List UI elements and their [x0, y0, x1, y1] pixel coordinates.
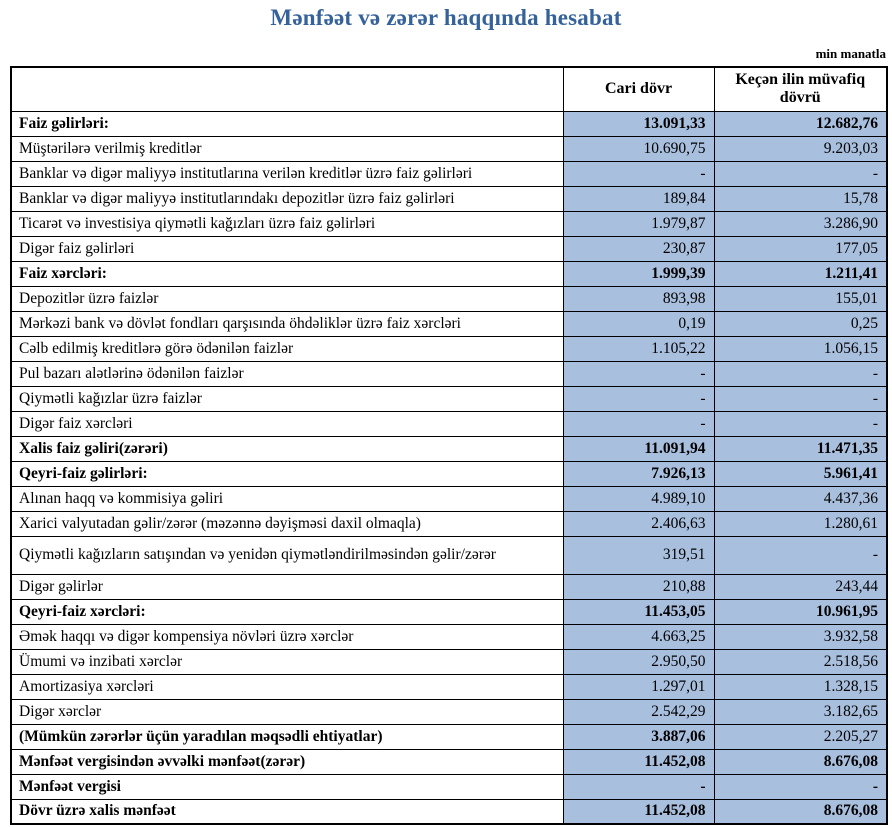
row-label: Mərkəzi bank və dövlət fondları qarşısında öhdəliklər üzrə faiz xərcləri: [11, 311, 563, 336]
table-row: [11, 286, 887, 311]
row-label: Digər gəlirlər: [11, 574, 563, 599]
table-row: [11, 136, 887, 161]
table-row: [11, 436, 887, 461]
current-period-value: -: [563, 411, 714, 436]
current-period-value: 0,19: [563, 311, 714, 336]
row-label: Mənfəət vergisi: [11, 774, 563, 799]
row-label: Qiymətli kağızlar üzrə faizlər: [11, 386, 563, 411]
table-row: [11, 311, 887, 336]
row-label: Cəlb edilmiş kreditlərə görə ödənilən faizlər: [11, 336, 563, 361]
table-row: [11, 411, 887, 436]
current-period-value: 230,87: [563, 236, 714, 261]
previous-period-value: 11.471,35: [714, 436, 887, 461]
current-period-value: -: [563, 774, 714, 799]
header-label-column: [11, 67, 563, 111]
table-row: [11, 236, 887, 261]
table-header: [11, 67, 887, 111]
row-label: Ticarət və investisiya qiymətli kağızları üzrə faiz gəlirləri: [11, 211, 563, 236]
current-period-value: 319,51: [563, 536, 714, 574]
previous-period-value: 177,05: [714, 236, 887, 261]
row-label: Ümumi və inzibati xərclər: [11, 649, 563, 674]
current-period-value: 11.452,08: [563, 799, 714, 824]
table-row: [11, 649, 887, 674]
table-row: [11, 536, 887, 574]
row-label: Xarici valyutadan gəlir/zərər (məzənnə dəyişməsi daxil olmaqla): [11, 511, 563, 536]
row-label: Digər faiz gəlirləri: [11, 236, 563, 261]
previous-period-value: 8.676,08: [714, 799, 887, 824]
current-period-value: 11.452,08: [563, 749, 714, 774]
header-current-period: Cari dövr: [563, 67, 714, 111]
table-row: [11, 361, 887, 386]
previous-period-value: 2.518,56: [714, 649, 887, 674]
row-label: Faiz gəlirləri:: [11, 111, 563, 136]
row-label: Banklar və digər maliyyə institutlarına verilən kreditlər üzrə faiz gəlirləri: [11, 161, 563, 186]
row-label: Digər xərclər: [11, 699, 563, 724]
header-previous-period: Keçən ilin müvafiq dövrü: [714, 67, 887, 111]
row-label: Pul bazarı alətlərinə ödənilən faizlər: [11, 361, 563, 386]
previous-period-value: 3.932,58: [714, 624, 887, 649]
table-row: [11, 574, 887, 599]
table-row: [11, 186, 887, 211]
current-period-value: 210,88: [563, 574, 714, 599]
previous-period-value: 5.961,41: [714, 461, 887, 486]
previous-period-value: 155,01: [714, 286, 887, 311]
row-label: Digər faiz xərcləri: [11, 411, 563, 436]
current-period-value: -: [563, 361, 714, 386]
current-period-value: 1.297,01: [563, 674, 714, 699]
page-title: Mənfəət və zərər haqqında hesabat: [270, 5, 622, 30]
table-row: [11, 386, 887, 411]
previous-period-value: 1.280,61: [714, 511, 887, 536]
row-label: Qeyri-faiz xərcləri:: [11, 599, 563, 624]
row-label: Əmək haqqı və digər kompensiya növləri üzrə xərclər: [11, 624, 563, 649]
current-period-value: -: [563, 161, 714, 186]
current-period-value: 2.950,50: [563, 649, 714, 674]
table-row: [11, 261, 887, 286]
previous-period-value: -: [714, 361, 887, 386]
previous-period-value: -: [714, 386, 887, 411]
previous-period-value: 4.437,36: [714, 486, 887, 511]
row-label: Alınan haqq və kommisiya gəliri: [11, 486, 563, 511]
table-row: [11, 336, 887, 361]
previous-period-value: 3.286,90: [714, 211, 887, 236]
current-period-value: 7.926,13: [563, 461, 714, 486]
table-row: [11, 624, 887, 649]
table-body: [11, 111, 887, 824]
current-period-value: 10.690,75: [563, 136, 714, 161]
current-period-value: 1.105,22: [563, 336, 714, 361]
table-row: [11, 749, 887, 774]
table-row: [11, 699, 887, 724]
profit-loss-table: [10, 66, 888, 825]
row-label: Amortizasiya xərcləri: [11, 674, 563, 699]
table-row: [11, 774, 887, 799]
previous-period-value: 1.056,15: [714, 336, 887, 361]
row-label: Xalis faiz gəliri(zərəri): [11, 436, 563, 461]
table-row: [11, 111, 887, 136]
previous-period-value: -: [714, 536, 887, 574]
row-label: Dövr üzrə xalis mənfəət: [11, 799, 563, 824]
previous-period-value: 12.682,76: [714, 111, 887, 136]
unit-note: min manatla: [815, 46, 886, 61]
previous-period-value: 8.676,08: [714, 749, 887, 774]
previous-period-value: 0,25: [714, 311, 887, 336]
current-period-value: 1.979,87: [563, 211, 714, 236]
row-label: (Mümkün zərərlər üçün yaradılan məqsədli ehtiyatlar): [11, 724, 563, 749]
table-row: [11, 161, 887, 186]
current-period-value: 2.542,29: [563, 699, 714, 724]
current-period-value: 3.887,06: [563, 724, 714, 749]
header-row: [11, 67, 887, 111]
row-label: Qeyri-faiz gəlirləri:: [11, 461, 563, 486]
previous-period-value: -: [714, 774, 887, 799]
current-period-value: -: [563, 386, 714, 411]
table-row: [11, 511, 887, 536]
row-label: Müştərilərə verilmiş kreditlər: [11, 136, 563, 161]
row-label: Banklar və digər maliyyə institutlarındakı depozitlər üzrə faiz gəlirləri: [11, 186, 563, 211]
current-period-value: 11.453,05: [563, 599, 714, 624]
table-row: [11, 211, 887, 236]
previous-period-value: 1.328,15: [714, 674, 887, 699]
table-row: [11, 724, 887, 749]
previous-period-value: 3.182,65: [714, 699, 887, 724]
previous-period-value: 10.961,95: [714, 599, 887, 624]
table-row: [11, 674, 887, 699]
row-label: Mənfəət vergisindən əvvəlki mənfəət(zərər): [11, 749, 563, 774]
table-row: [11, 599, 887, 624]
current-period-value: 1.999,39: [563, 261, 714, 286]
table-row: [11, 486, 887, 511]
current-period-value: 4.663,25: [563, 624, 714, 649]
current-period-value: 189,84: [563, 186, 714, 211]
current-period-value: 893,98: [563, 286, 714, 311]
previous-period-value: 9.203,03: [714, 136, 887, 161]
previous-period-value: -: [714, 411, 887, 436]
previous-period-value: 2.205,27: [714, 724, 887, 749]
current-period-value: 2.406,63: [563, 511, 714, 536]
row-label: Depozitlər üzrə faizlər: [11, 286, 563, 311]
table-row: [11, 461, 887, 486]
row-label: Qiymətli kağızların satışından və yenidən qiymətləndirilməsindən gəlir/zərər: [11, 536, 563, 574]
current-period-value: 4.989,10: [563, 486, 714, 511]
previous-period-value: 1.211,41: [714, 261, 887, 286]
table-row: [11, 799, 887, 824]
previous-period-value: 15,78: [714, 186, 887, 211]
previous-period-value: -: [714, 161, 887, 186]
previous-period-value: 243,44: [714, 574, 887, 599]
current-period-value: 13.091,33: [563, 111, 714, 136]
row-label: Faiz xərcləri:: [11, 261, 563, 286]
current-period-value: 11.091,94: [563, 436, 714, 461]
